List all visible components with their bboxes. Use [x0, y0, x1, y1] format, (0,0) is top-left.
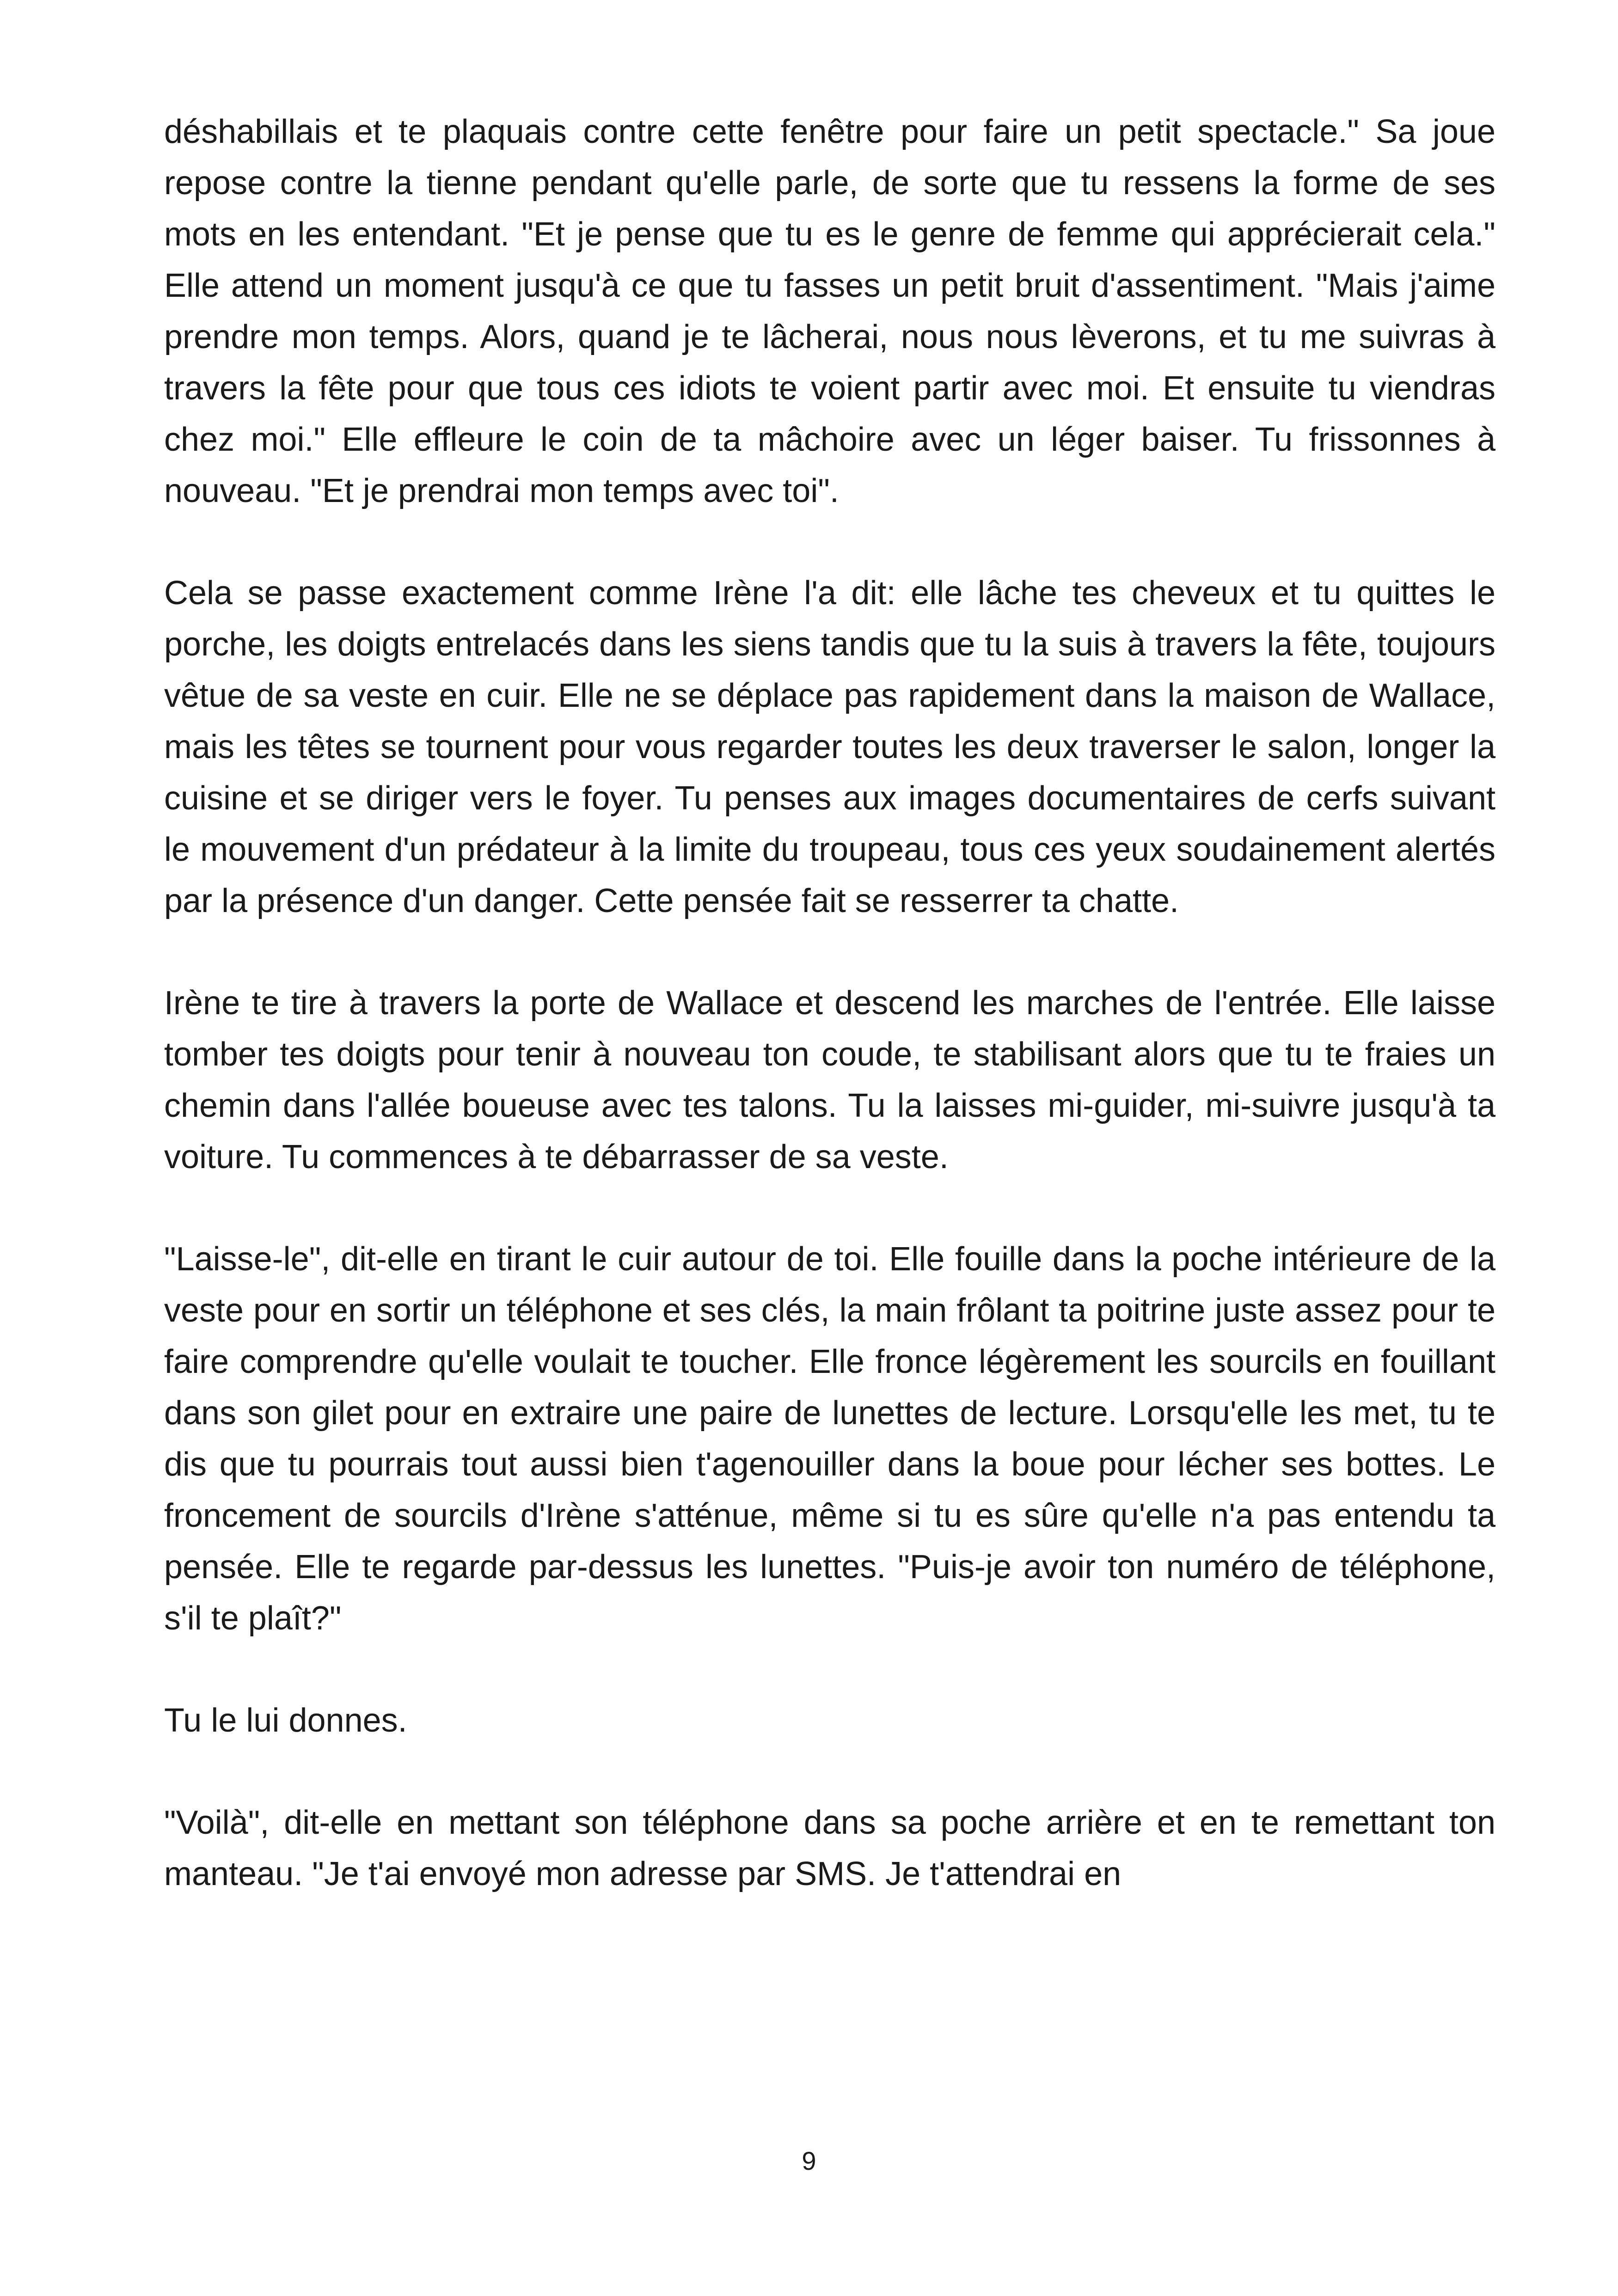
paragraph: Irène te tire à travers la porte de Wallace et descend les marches de l'entrée. Elle laisse tomber tes doigts pour tenir à nouveau ton coude, te stabilisant alors que tu te fraies un chemin dans l'allée boueuse avec tes talons. Tu la laisses mi-guider, mi-suivre jusqu'à ta voiture. Tu commences à te débarrasser de sa veste.	[164, 985, 1495, 1176]
paragraph: Tu le lui donnes.	[164, 1702, 407, 1739]
paragraph: Cela se passe exactement comme Irène l'a dit: elle lâche tes cheveux et tu quittes le porche, les doigts entrelacés dans les siens tandis que tu la suis à travers la fête, toujours vêtue de sa veste en cuir. Elle ne se déplace pas rapidement dans la maison de Wallace, mais les têtes se tournent pour vous regarder toutes les deux traverser le salon, longer la cuisine et se diriger vers le foyer. Tu penses aux images documentaires de cerfs suivant le mouvement d'un prédateur à la limite du troupeau, tous ces yeux soudainement alertés par la présence d'un danger. Cette pensée fait se resserrer ta chatte.	[164, 575, 1495, 919]
paragraph: déshabillais et te plaquais contre cette fenêtre pour faire un petit spectacle." Sa joue repose contre la tienne pendant qu'elle parle, de sorte que tu ressens la forme de ses mots en les entendant. "Et je pense que tu es le genre de femme qui apprécierait cela." Elle attend un moment jusqu'à ce que tu fasses un petit bruit d'assentiment. "Mais j'aime prendre mon temps. Alors, quand je te lâcherai, nous nous lèverons, et tu me suivras à travers la fête pour que tous ces idiots te voient partir avec moi. Et ensuite tu viendras chez moi." Elle effleure le coin de ta mâchoire avec un léger baiser. Tu frissonnes à nouveau. "Et je prendrai mon temps avec toi".	[164, 113, 1495, 509]
page-body	[164, 106, 1495, 1900]
paragraph: "Laisse-le", dit-elle en tirant le cuir autour de toi. Elle fouille dans la poche intérieure de la veste pour en sortir un téléphone et ses clés, la main frôlant ta poitrine juste assez pour te faire comprendre qu'elle voulait te toucher. Elle fronce légèrement les sourcils en fouillant dans son gilet pour en extraire une paire de lunettes de lecture. Lorsqu'elle les met, tu te dis que tu pourrais tout aussi bien t'agenouiller dans la boue pour lécher ses bottes. Le froncement de sourcils d'Irène s'atténue, même si tu es sûre qu'elle n'a pas entendu ta pensée. Elle te regarde par-dessus les lunettes. "Puis-je avoir ton numéro de téléphone, s'il te plaît?"	[164, 1241, 1495, 1637]
page-number: 9	[802, 2146, 816, 2175]
paragraph: "Voilà", dit-elle en mettant son téléphone dans sa poche arrière et en te remettant ton manteau. "Je t'ai envoyé mon adresse par SMS. Je t'attendrai en	[164, 1804, 1495, 1892]
